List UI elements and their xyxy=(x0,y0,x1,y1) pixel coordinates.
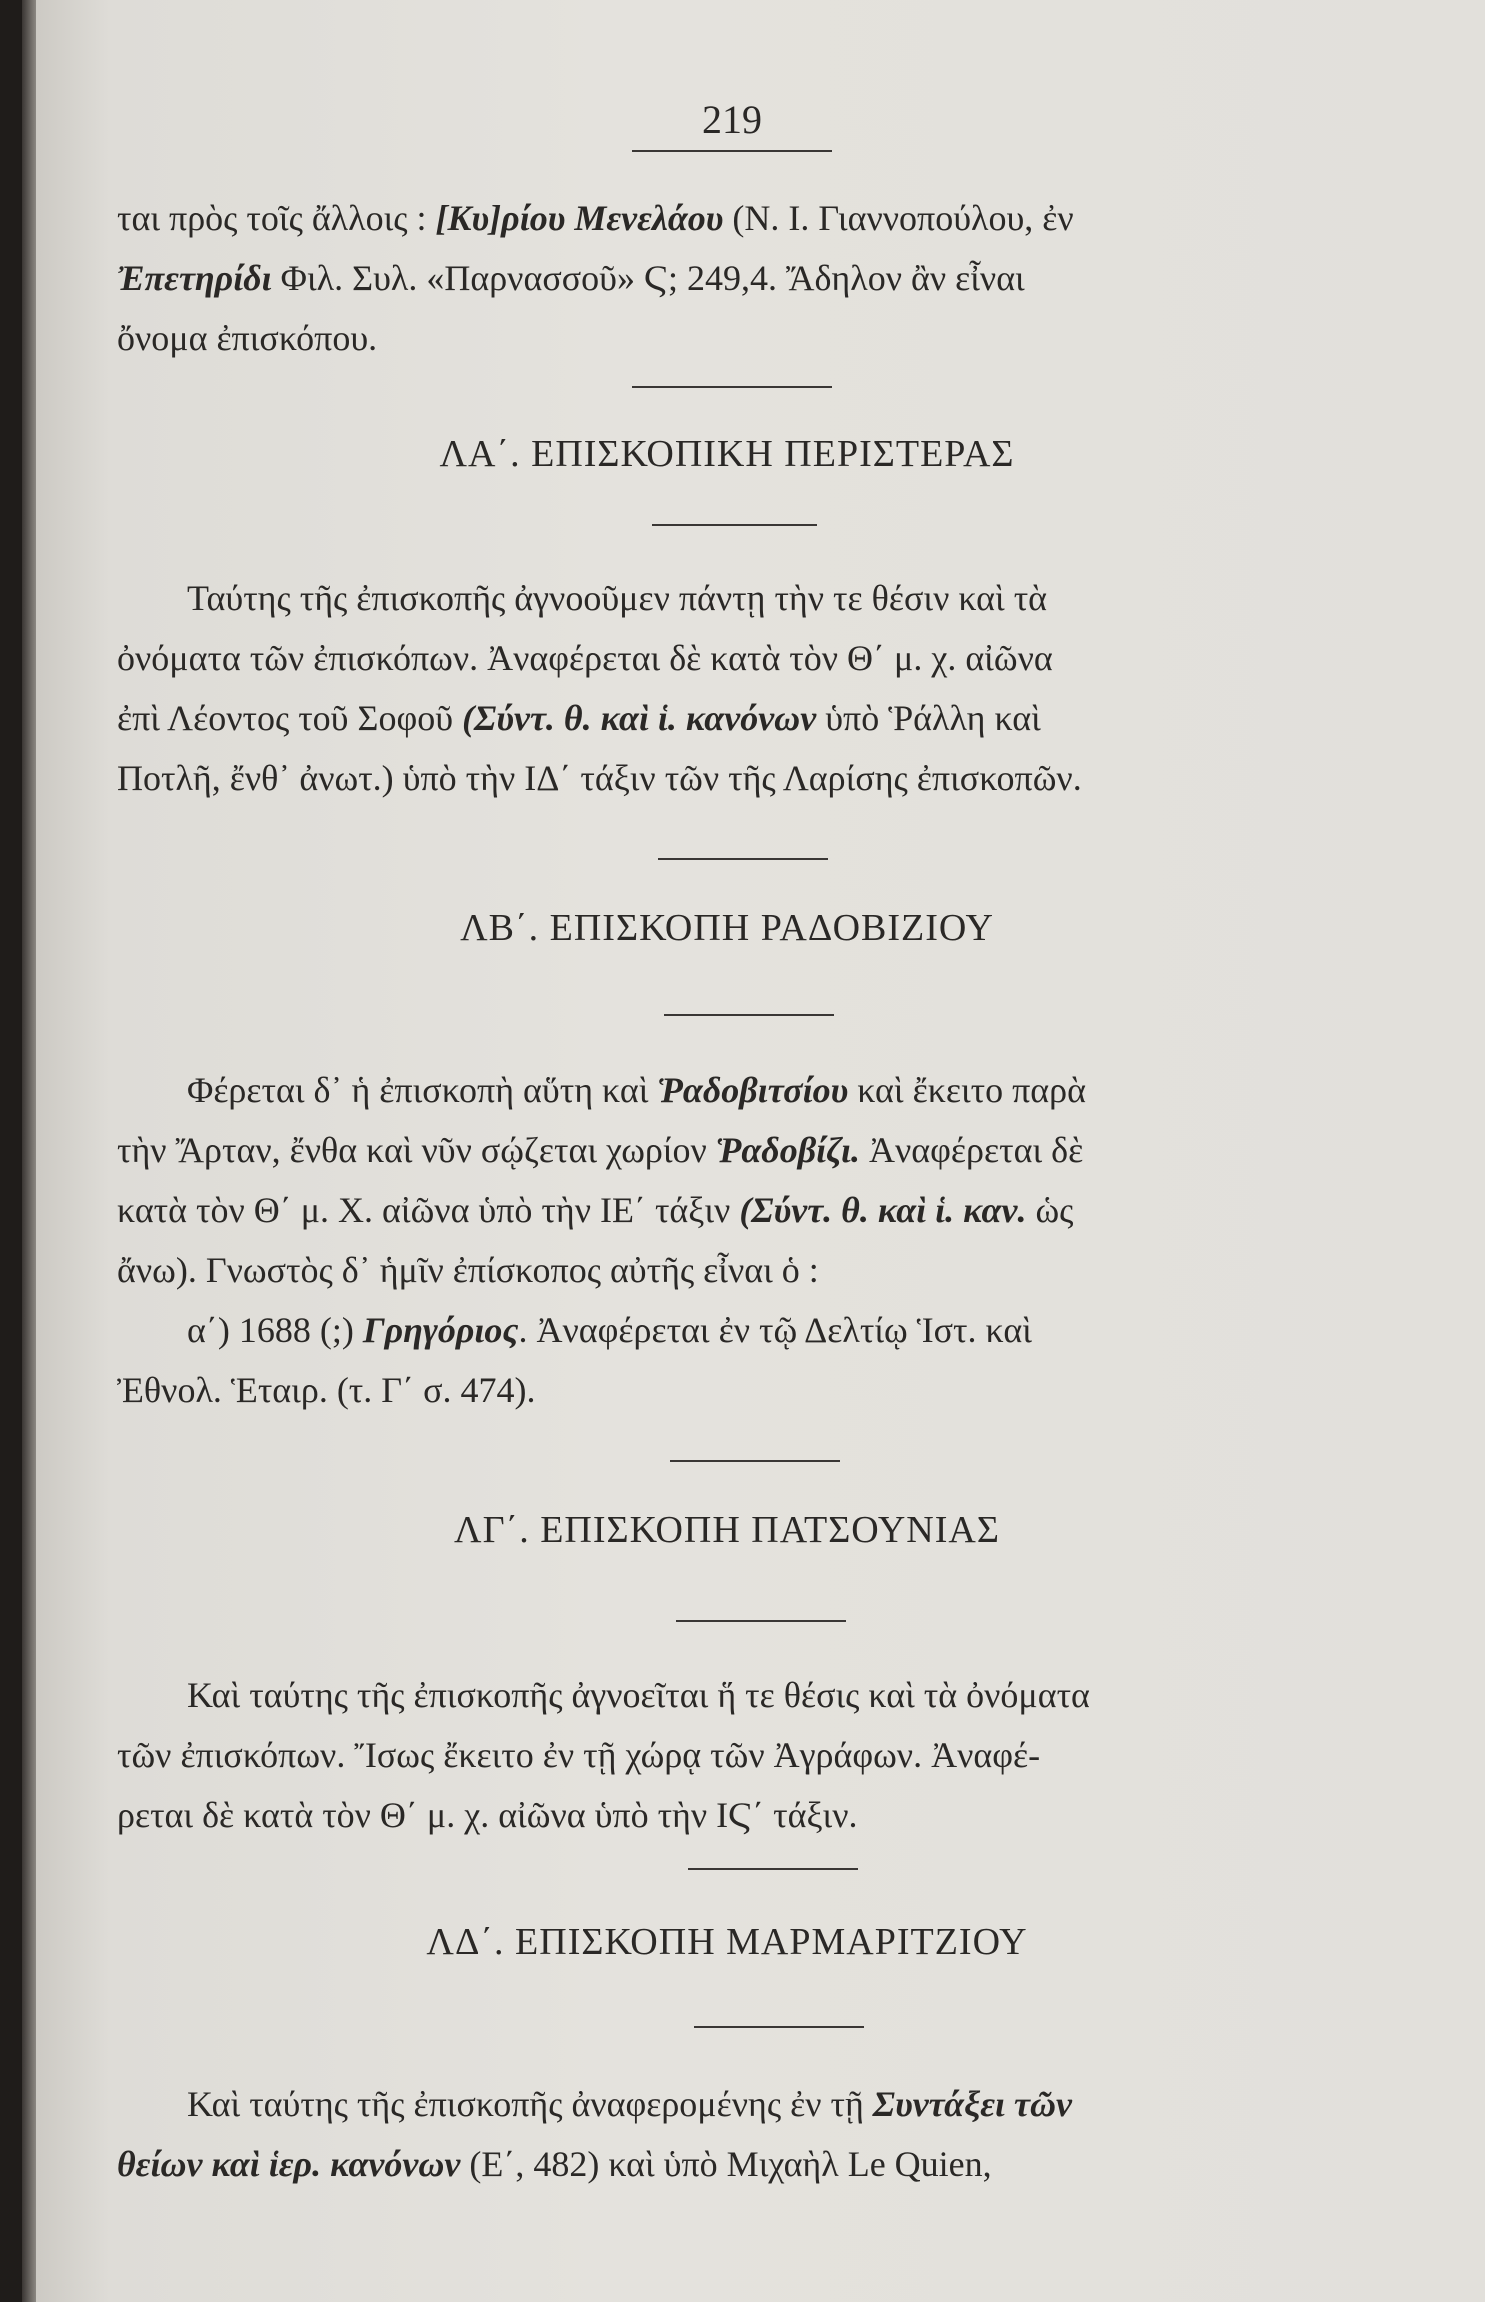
separator-rule xyxy=(658,858,828,860)
text-line: ὄνομα ἐπισκόπου. xyxy=(117,318,378,358)
page-gutter xyxy=(22,0,36,2302)
text-run: κατὰ τὸν Θ΄ μ. Χ. αἰῶνα ὑπὸ τὴν ΙΕ΄ τάξιν xyxy=(117,1190,740,1230)
text-line xyxy=(117,248,1337,308)
text-run: ἐπὶ Λέοντος τοῦ Σοφοῦ xyxy=(117,698,463,738)
text-run: α΄) 1688 (;) xyxy=(187,1310,363,1350)
italic-bold-run: (Σύντ. θ. καὶ ἱ. κανόνων xyxy=(462,698,817,738)
text-line xyxy=(117,688,1337,748)
italic-bold-run: Ἐπετηρίδι xyxy=(117,258,272,298)
text-run: . Ἀναφέρεται ἐν τῷ Δελτίῳ Ἱστ. καὶ xyxy=(518,1310,1032,1350)
separator-rule xyxy=(652,524,817,526)
italic-bold-run: Ῥαδοβιτσίου xyxy=(657,1070,849,1110)
text-line xyxy=(117,1120,1337,1180)
text-line: τῶν ἐπισκόπων. Ἴσως ἔκειτο ἐν τῇ χώρᾳ τῶν Ἀγράφων. Ἀναφέ- xyxy=(117,1735,1041,1775)
text-run: Φέρεται δ᾽ ἡ ἐπισκοπὴ αὕτη καὶ xyxy=(187,1070,658,1110)
text-run: ται πρὸς τοῖς ἄλλοις : xyxy=(117,198,436,238)
text-run: (Ε΄, 482) καὶ ὑπὸ Μιχαὴλ Le Quien, xyxy=(460,2144,992,2184)
italic-bold-run: θείων καὶ ἱερ. κανόνων xyxy=(117,2144,461,2184)
text-run: Φιλ. Συλ. «Παρνασσοῦ» Ϛ; 249,4. Ἄδηλον ἂν εἶναι xyxy=(271,258,1025,298)
page-number-rule xyxy=(632,150,832,152)
text-run: τὴν Ἄρταν, ἔνθα καὶ νῦν σῴζεται χωρίον xyxy=(117,1130,716,1170)
text-line xyxy=(117,2074,1337,2134)
text-run: ὑπὸ Ῥάλλη καὶ xyxy=(816,698,1041,738)
separator-rule xyxy=(664,1014,834,1016)
separator-rule xyxy=(694,2026,864,2028)
text-line xyxy=(117,1300,1337,1360)
text-run: καὶ ἔκειτο παρὰ xyxy=(848,1070,1086,1110)
page-number: 219 xyxy=(702,97,762,142)
document-page xyxy=(22,0,1485,2302)
text-line: ἄνω). Γνωστὸς δ᾽ ἡμῖν ἐπίσκοπος αὐτῆς εἶναι ὁ : xyxy=(117,1250,819,1290)
separator-rule xyxy=(688,1868,858,1870)
intro-paragraph xyxy=(117,188,1337,368)
section-lg-paragraph xyxy=(117,1665,1337,1845)
italic-bold-run: Συντάξει τῶν xyxy=(872,2084,1072,2124)
text-line: Καὶ ταύτης τῆς ἐπισκοπῆς ἀγνοεῖται ἥ τε θέσις καὶ τὰ ὀνόματα xyxy=(187,1675,1090,1715)
text-run: Ἀναφέρεται δὲ xyxy=(860,1130,1084,1170)
text-line: Ταύτης τῆς ἐπισκοπῆς ἀγνοοῦμεν πάντῃ τὴν τε θέσιν καὶ τὰ xyxy=(187,578,1048,618)
text-line xyxy=(117,1180,1337,1240)
text-line xyxy=(117,188,1337,248)
separator-rule xyxy=(670,1460,840,1462)
text-line xyxy=(117,2134,1337,2194)
text-line: ὀνόματα τῶν ἐπισκόπων. Ἀναφέρεται δὲ κατὰ τὸν Θ΄ μ. χ. αἰῶνα xyxy=(117,638,1053,678)
section-heading: ΛΑ΄. ΕΠΙΣΚΟΠΙΚΗ ΠΕΡΙΣΤΕΡΑΣ xyxy=(439,433,1015,475)
section-heading: ΛΔ΄. ΕΠΙΣΚΟΠΗ ΜΑΡΜΑΡΙΤΖΙΟΥ xyxy=(426,1921,1028,1963)
text-run: ὡς xyxy=(1026,1190,1074,1230)
text-run: Καὶ ταύτης τῆς ἐπισκοπῆς ἀναφερομένης ἐν τῇ xyxy=(187,2084,873,2124)
text-line xyxy=(117,1060,1337,1120)
italic-bold-run: Ῥαδοβίζι. xyxy=(715,1130,861,1170)
section-lb-paragraph xyxy=(117,1060,1337,1420)
italic-bold-run: Γρηγόριος xyxy=(362,1310,519,1350)
section-ld-paragraph xyxy=(117,2074,1337,2194)
separator-rule xyxy=(632,386,832,388)
section-la-paragraph xyxy=(117,568,1337,808)
italic-bold-run: (Σύντ. θ. καὶ ἱ. καν. xyxy=(739,1190,1027,1230)
text-line: ρεται δὲ κατὰ τὸν Θ΄ μ. χ. αἰῶνα ὑπὸ τὴν ΙϚ΄ τάξιν. xyxy=(117,1795,858,1835)
separator-rule xyxy=(676,1620,846,1622)
text-line: Ποτλῆ, ἔνθ᾽ ἀνωτ.) ὑπὸ τὴν ΙΔ΄ τάξιν τῶν τῆς Λαρίσης ἐπισκοπῶν. xyxy=(117,758,1082,798)
section-heading: ΛΒ΄. ΕΠΙΣΚΟΠΗ ΡΑΔΟΒΙΖΙΟΥ xyxy=(460,907,994,949)
section-heading: ΛΓ΄. ΕΠΙΣΚΟΠΗ ΠΑΤΣΟΥΝΙΑΣ xyxy=(454,1509,1000,1551)
text-run: (Ν. Ι. Γιαννοπούλου, ἐν xyxy=(723,198,1074,238)
text-line: Ἐθνολ. Ἑταιρ. (τ. Γ΄ σ. 474). xyxy=(117,1370,536,1410)
italic-bold-run: [Κυ]ρίου Μενελάου xyxy=(435,198,724,238)
